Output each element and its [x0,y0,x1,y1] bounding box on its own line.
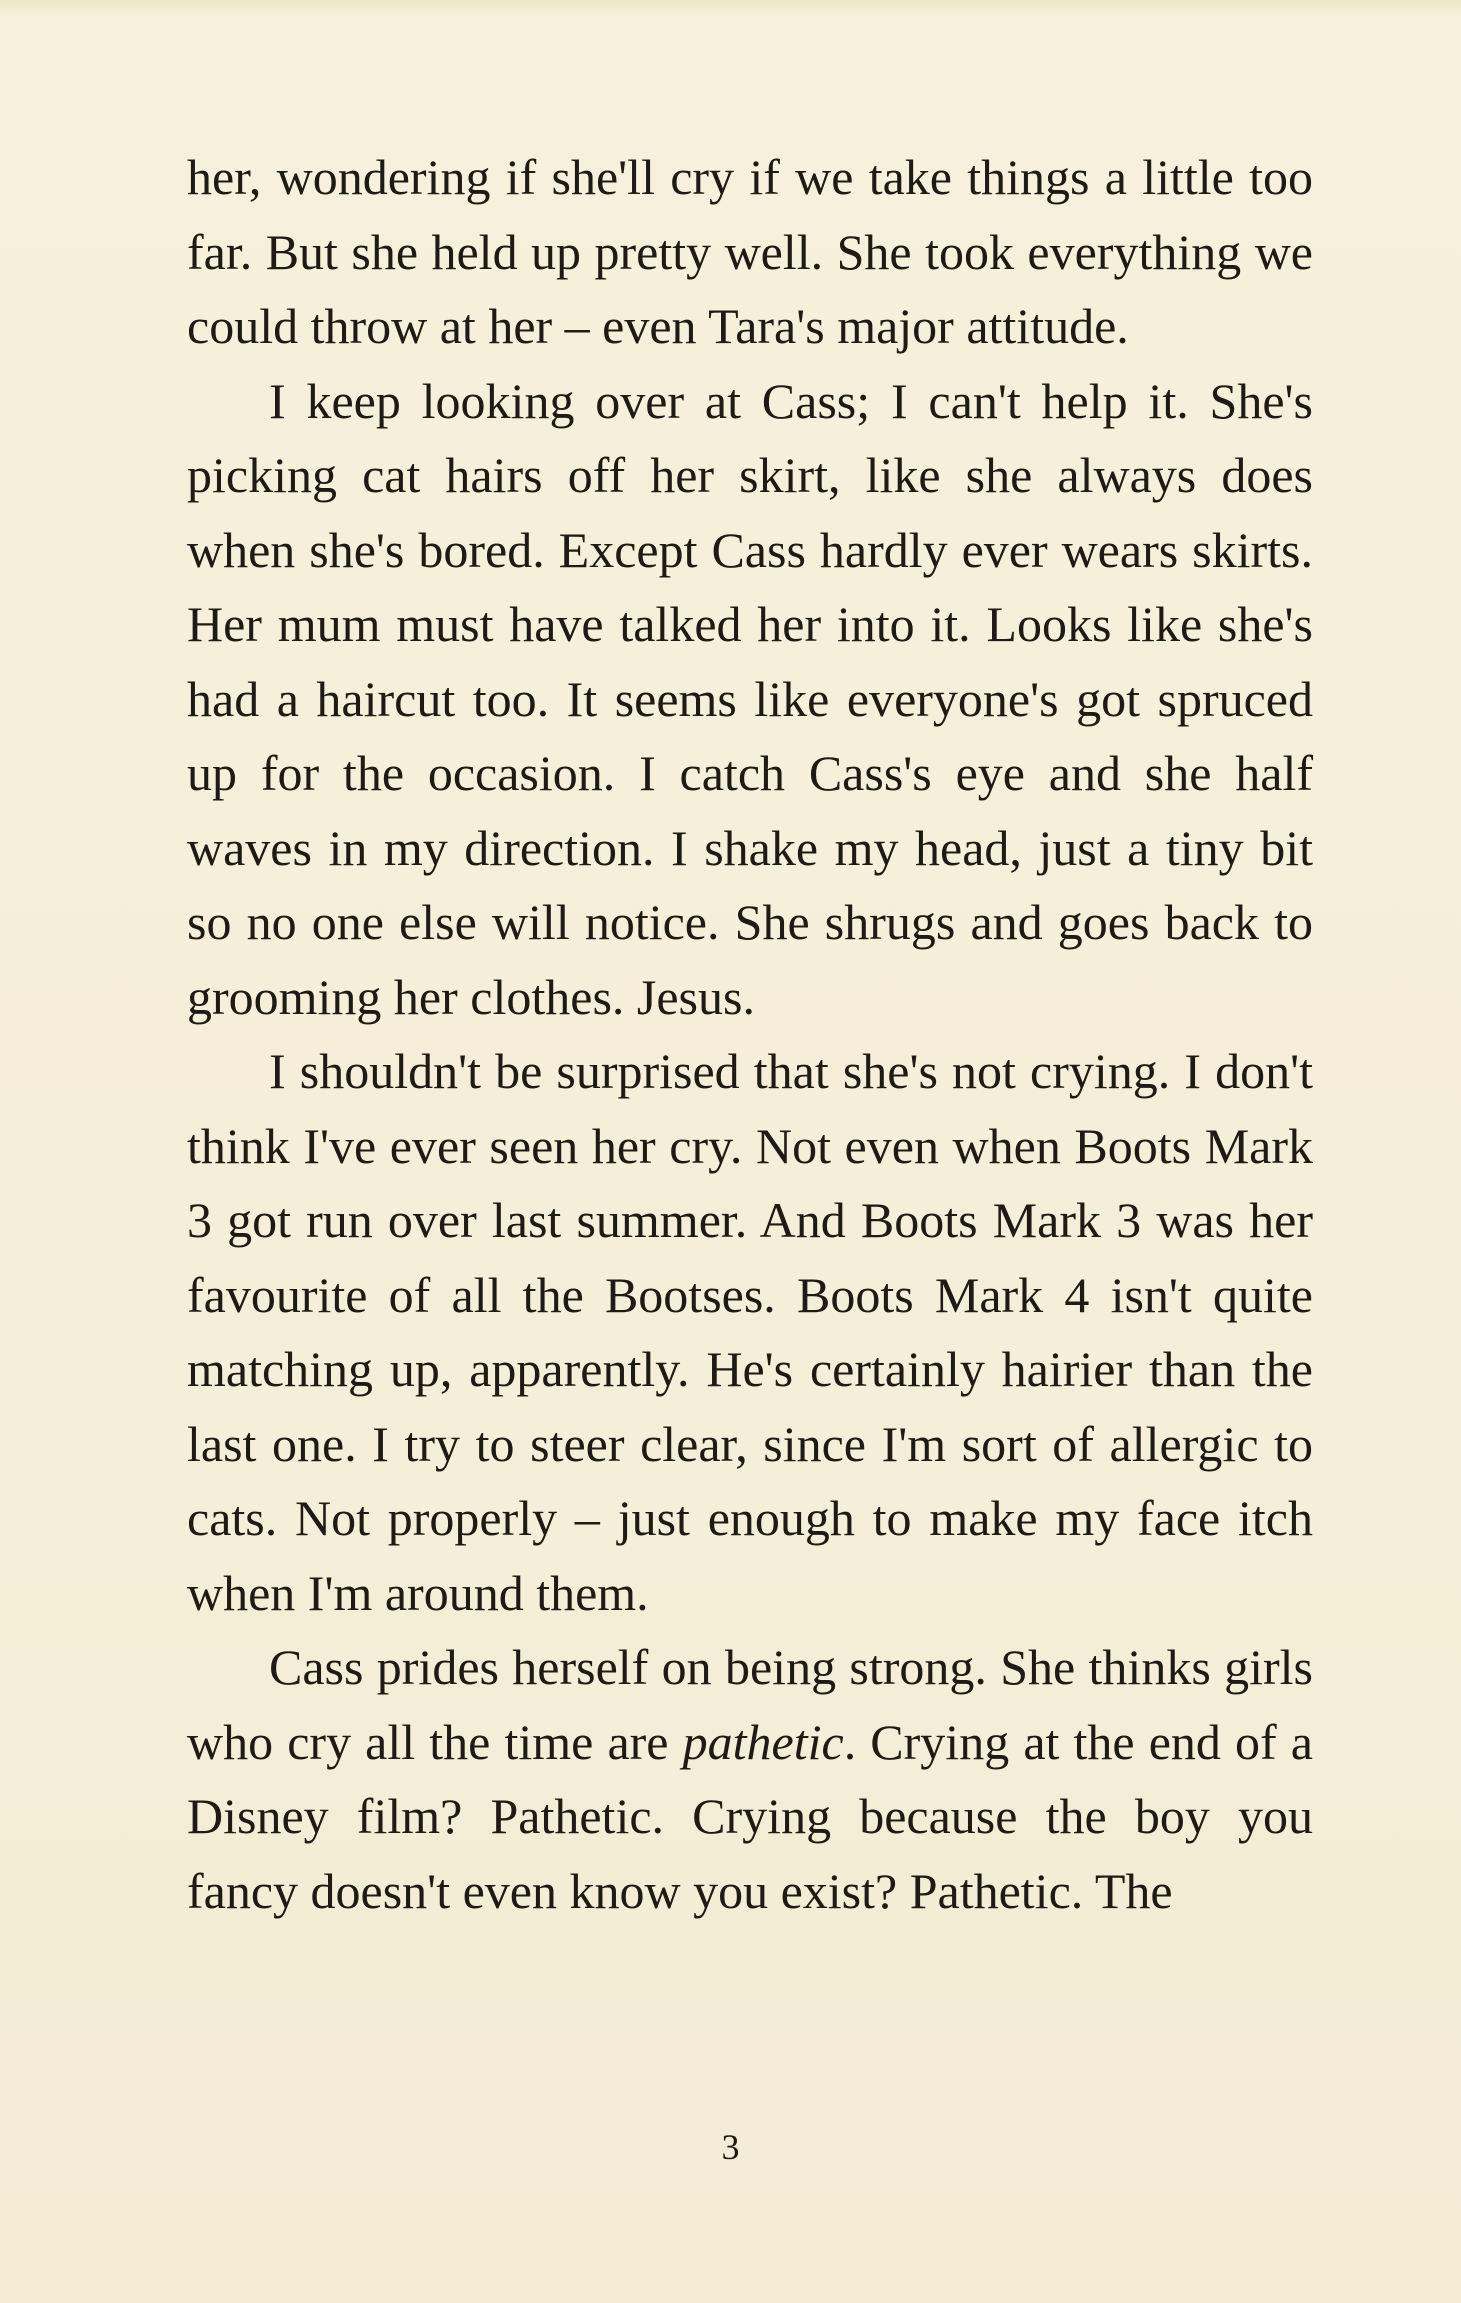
paragraph-2: I keep looking over at Cass; I can't help it. She's picking cat hairs off her skirt, like she always does when she's bored. Except Cass hardly ever wears skirts. Her mum must have talked her into it. Looks like she's had a haircut too. It seems like everyone's got spruced up for the occasion. I catch Cass's eye and she half waves in my direction. I shake my head, just a tiny bit so no one else will notice. She shrugs and goes back to grooming her clothes. Jesus. [187,372,1313,1025]
paragraph-4-emphasis: pathetic [682,1713,844,1770]
paragraph-4-text-before: Cass prides herself on being strong. She thinks girls who cry all the time are [187,1639,1313,1770]
page-number: 3 [721,2127,740,2167]
body-text [187,140,1313,1928]
paragraph-3: I shouldn't be surprised that she's not crying. I don't think I've ever seen her cry. Not even when Boots Mark 3 got run over last summer. And Boots Mark 3 was her favourite of all the Bootses. Boots Mark 4 isn't quite matching up, apparently. He's certainly hairier than the last one. I try to steer clear, since I'm sort of allergic to cats. Not properly – just enough to make my face itch when I'm around them. [187,1043,1313,1621]
page-top-edge [0,0,1461,14]
paragraph-1: her, wondering if she'll cry if we take things a little too far. But she held up pretty well. She took everything we could throw at her – even Tara's major attitude. [187,149,1313,354]
paragraph-4 [187,1630,1313,1928]
paragraph-4-text-after: . Crying at the end of a Disney film? Pathetic. Crying because the boy you fancy doesn't even know you exist? Pathetic. The [187,1713,1313,1919]
